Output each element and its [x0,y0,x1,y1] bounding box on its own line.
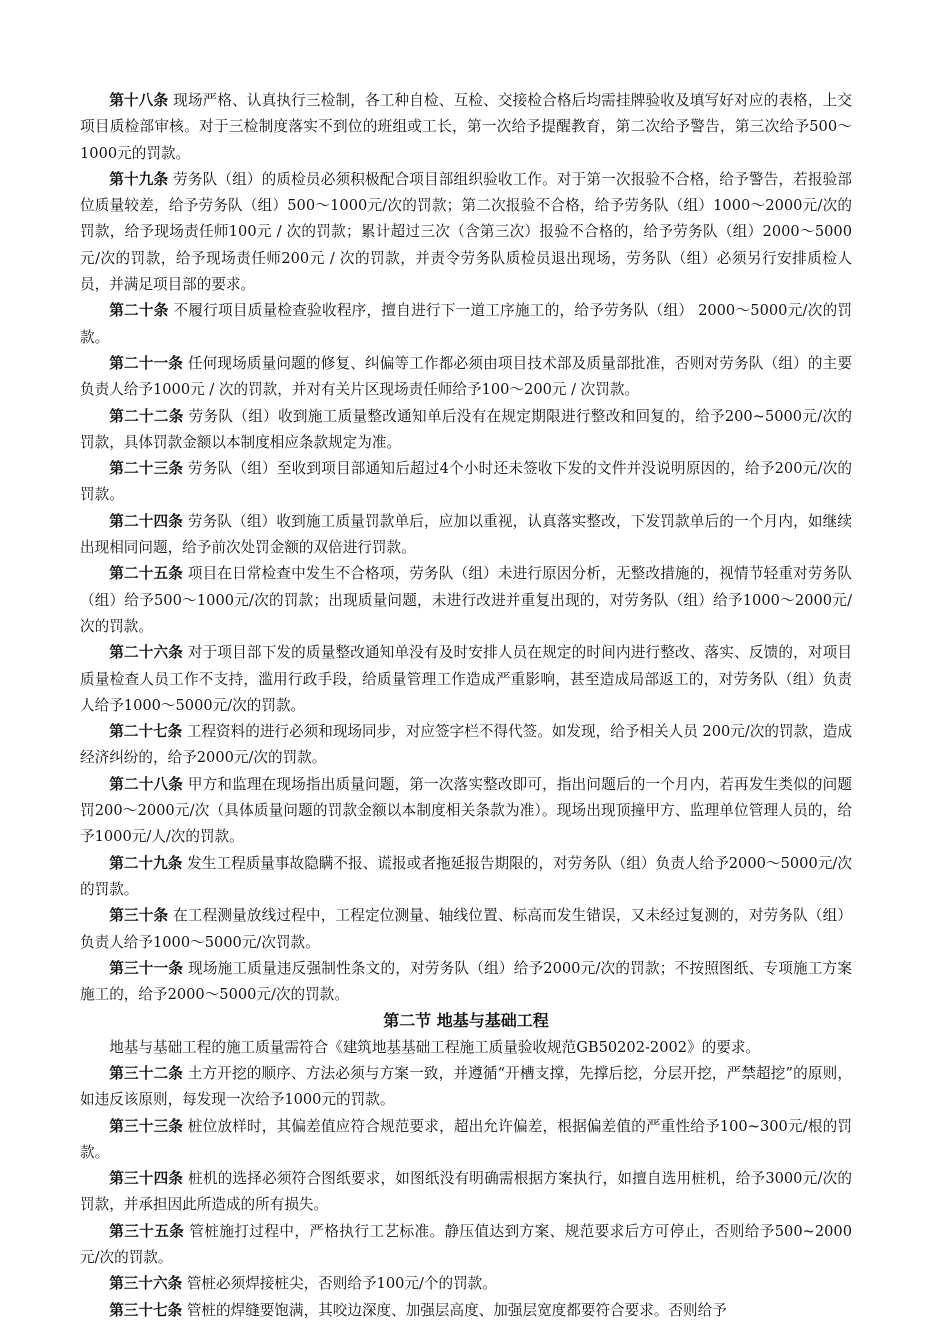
article-number: 第二十四条 [109,512,184,530]
article-number: 第十八条 [109,92,169,109]
section-title: 第二节 地基与基础工程 [383,1011,549,1031]
article-paragraph [80,719,852,772]
article-number: 第三十一条 [109,959,184,977]
article-text: 现场严格、认真执行三检制，各工种自检、互检、交接检合格后均需挂牌验收及填写好对应的表格，上交项目质检部审核。对于三检制度落实不到位的班组或工长，第一次给予提醒教育，第二次给予警告，第三次给予500～1000元的罚款。 [80,92,852,162]
article-paragraph [80,561,852,640]
article-number: 第三十三条 [109,1117,184,1135]
article-number: 第十九条 [109,170,169,188]
article-number: 第二十九条 [109,854,183,872]
article-paragraph [80,456,852,509]
article-paragraph [80,1219,852,1272]
article-text: 劳务队（组）收到施工质量罚款单后，应加以重视，认真落实整改，下发罚款单后的一个月内，如继续出现相同问题，给予前次处罚金额的双倍进行罚款。 [80,512,852,557]
article-number: 第三十六条 [109,1275,183,1293]
article-number: 第二十条 [109,302,169,320]
article-paragraph [80,509,852,562]
article-paragraph [80,903,852,956]
article-text: 甲方和监理在现场指出质量问题，第一次落实整改即可，指出问题后的一个月内，若再发生类似的问题罚200～2000元/次（具体质量问题的罚款金额以本制度相关条款为准）。现场出现顶撞甲方、监理单位管理人员的，给予1000元/人/次的罚款。 [80,775,852,846]
article-paragraph [80,88,852,167]
article-text: 项目在日常检查中发生不合格项，劳务队（组）未进行原因分析，无整改措施的，视情节轻重对劳务队（组）给予500～1000元/次的罚款；出现质量问题，未进行改进并重复出现的，对劳务队（组）给予1000～2000元/次的罚款。 [80,565,852,635]
article-number: 第三十二条 [109,1064,183,1082]
article-text: 劳务队（组）至收到项目部通知后超过4个小时还未签收下发的文件并没说明原因的，给予200元/次的罚款。 [80,460,852,504]
articles-after-section [80,1061,852,1324]
article-number: 第二十二条 [109,407,184,425]
article-paragraph [80,298,852,351]
article-text: 工程资料的进行必须和现场同步，对应签字栏不得代签。如发现，给予相关人员 200元/次的罚款，造成经济纠纷的，给予2000元/次的罚款。 [80,723,852,767]
article-text: 劳务队（组）收到施工质量整改通知单后没有在规定期限进行整改和回复的，给予200~5000元/次的罚款，具体罚款金额以本制度相应条款规定为准。 [80,407,852,451]
articles-before-section [80,88,852,1008]
article-paragraph [80,851,852,904]
article-paragraph [80,404,852,457]
article-paragraph [80,772,852,851]
article-paragraph [80,956,852,1009]
article-text: 发生工程质量事故隐瞒不报、谎报或者拖延报告期限的，对劳务队（组）负责人给予2000～5000元/次的罚款。 [80,854,852,898]
article-text: 桩位放样时，其偏差值应符合规范要求，超出允许偏差，根据偏差值的严重性给予100~300元/根的罚款。 [80,1117,852,1161]
document-page [80,88,852,1324]
article-text: 土方开挖的顺序、方法必须与方案一致，并遵循“开槽支撑，先撑后挖，分层开挖，严禁超挖”的原则，如违反该原则，每发现一次给予1000元的罚款。 [80,1064,853,1109]
article-paragraph [80,351,852,404]
article-text: 桩机的选择必须符合图纸要求，如图纸没有明确需根据方案执行，如擅自选用桩机，给予3000元/次的罚款，并承担因此所造成的所有损失。 [80,1170,853,1214]
article-number: 第三十条 [109,907,169,925]
article-paragraph [80,1298,852,1324]
article-number: 第二十三条 [109,460,184,478]
article-paragraph [80,1166,852,1219]
article-text: 任何现场质量问题的修复、纠偏等工作都必须由项目技术部及质量部批准，否则对劳务队（组）的主要负责人给予1000元 / 次的罚款，并对有关片区现场责任师给予100～200元 / 次罚款。 [80,354,852,399]
article-number: 第三十四条 [109,1170,184,1188]
article-text: 在工程测量放线过程中，工程定位测量、轴线位置、标高而发生错误，又未经过复测的，对劳务队（组）负责人给予1000～5000元/次罚款。 [80,907,852,951]
article-number: 第二十六条 [109,644,184,662]
section-intro: 地基与基础工程的施工质量需符合《建筑地基基础工程施工质量验收规范GB50202-2002》的要求。 [109,1038,761,1056]
article-number: 第二十一条 [109,354,184,372]
article-number: 第二十七条 [109,723,183,741]
article-number: 第二十五条 [109,565,184,583]
article-text: 现场施工质量违反强制性条文的，对劳务队（组）给予2000元/次的罚款；不按照图纸、专项施工方案施工的，给予2000～5000元/次的罚款。 [80,959,853,1004]
article-number: 第三十五条 [109,1222,185,1240]
article-text: 管桩必须焊接桩尖，否则给予100元/个的罚款。 [186,1275,497,1293]
article-text: 不履行项目质量检查验收程序，擅自进行下一道工序施工的，给予劳务队（组） 2000～5000元/次的罚款。 [80,302,853,346]
article-paragraph [80,167,852,298]
article-paragraph [80,1114,852,1167]
article-text: 管桩的焊缝要饱满，其咬边深度、加强层高度、加强层宽度都要符合要求。否则给予 [186,1301,727,1319]
article-paragraph [80,1061,852,1114]
article-text: 劳务队（组）的质检员必须积极配合项目部组织验收工作。对于第一次报验不合格，给予警告，若报验部位质量较差，给予劳务队（组）500～1000元/次的罚款；第二次报验不合格，给予劳务队（组）1000～2000元/次的罚款，给予现场责任师100元 / 次的罚款；累计超过三次（含第三次）报验不合格的，给予劳务队（组）2000～5000元/次的罚款，给予现场责任师200元 / 次的罚款，并责令劳务队质检员退出现场，劳务队（组）必须另行安排质检人员，并满足项目部的要求。 [80,170,852,294]
article-paragraph [80,1271,852,1297]
article-number: 第二十八条 [109,775,184,793]
article-paragraph [80,640,852,719]
article-text: 管桩施打过程中，严格执行工艺标准。静压值达到方案、规范要求后方可停止，否则给予500~2000元/次的罚款。 [80,1222,852,1267]
article-number: 第三十七条 [109,1301,183,1319]
article-text: 对于项目部下发的质量整改通知单没有及时安排人员在规定的时间内进行整改、落实、反馈的，对项目质量检查人员工作不支持，滥用行政手段，给质量管理工作造成严重影响，甚至造成局部返工的，对劳务队（组）负责人给予1000～5000元/次的罚款。 [80,644,852,714]
